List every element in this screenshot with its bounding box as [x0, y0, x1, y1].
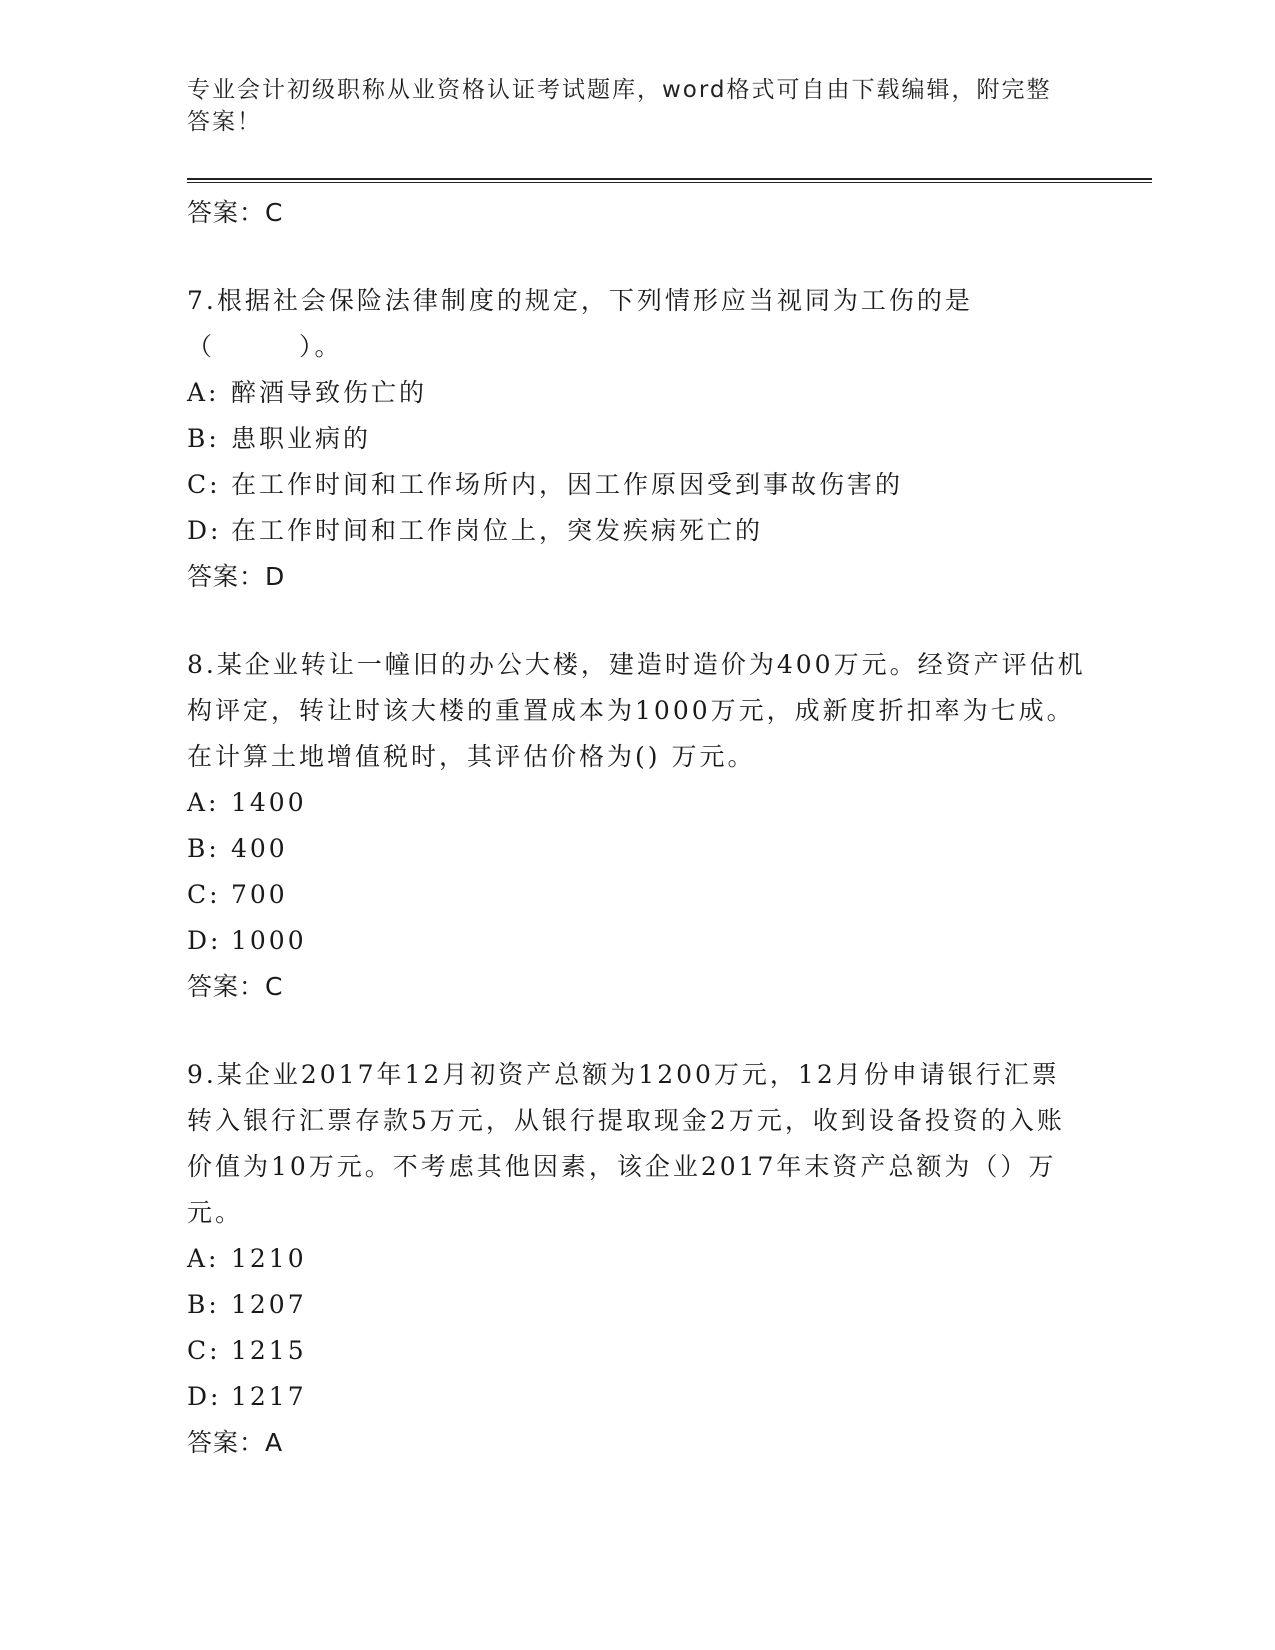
option-key: D:	[187, 926, 222, 955]
option-c	[187, 462, 1087, 508]
option-text: 400	[231, 834, 288, 863]
option-a	[187, 1236, 1087, 1282]
option-key: C:	[187, 880, 221, 909]
option-key: A:	[187, 1244, 220, 1273]
option-d	[187, 918, 1087, 964]
option-d	[187, 508, 1087, 554]
option-key: B:	[187, 834, 220, 863]
option-key: C:	[187, 1336, 221, 1365]
option-text: 1217	[231, 1382, 307, 1411]
option-key: A:	[187, 378, 220, 407]
option-b	[187, 416, 1087, 462]
option-text: 1210	[231, 1244, 307, 1273]
option-key: C:	[187, 470, 221, 499]
header-divider	[187, 178, 1152, 183]
question-8	[187, 642, 1087, 1010]
question-7	[187, 278, 1087, 600]
option-text: 醉酒导致伤亡的	[231, 378, 428, 407]
answer-label: 答案：D	[187, 562, 286, 591]
answer-label: 答案：C	[187, 198, 284, 227]
answer-label: 答案：A	[187, 1428, 284, 1457]
option-a	[187, 780, 1087, 826]
option-key: A:	[187, 788, 220, 817]
option-c	[187, 1328, 1087, 1374]
option-text: 1215	[231, 1336, 307, 1365]
question-text: 9.某企业2017年12月初资产总额为1200万元，12月份申请银行汇票转入银行汇票存款5万元，从银行提取现金2万元，收到设备投资的入账价值为10万元。不考虑其他因素，该企业2017年末资产总额为（）万元。	[187, 1060, 1065, 1227]
option-text: 700	[231, 880, 288, 909]
option-key: D:	[187, 1382, 222, 1411]
option-b	[187, 1282, 1087, 1328]
option-text: 1400	[231, 788, 307, 817]
option-key: D:	[187, 516, 222, 545]
option-a	[187, 370, 1087, 416]
option-text: 1000	[231, 926, 307, 955]
question-list	[187, 190, 1087, 1466]
question-text: 7.根据社会保险法律制度的规定，下列情形应当视同为工伤的是（ ）。	[187, 286, 973, 361]
question-text: 8.某企业转让一幢旧的办公大楼，建造时造价为400万元。经资产评估机构评定，转让时该大楼的重置成本为1000万元，成新度折扣率为七成。在计算土地增值税时，其评估价格为() 万元。	[187, 650, 1086, 771]
option-d	[187, 1374, 1087, 1420]
option-key: B:	[187, 424, 220, 453]
page-header: 专业会计初级职称从业资格认证考试题库，word格式可自由下载编辑，附完整答案！	[187, 77, 1052, 135]
option-text: 在工作时间和工作场所内，因工作原因受到事故伤害的	[231, 470, 904, 499]
option-text: 在工作时间和工作岗位上，突发疾病死亡的	[231, 516, 764, 545]
option-text: 1207	[231, 1290, 307, 1319]
option-c	[187, 872, 1087, 918]
option-text: 患职业病的	[231, 424, 372, 453]
answer-label: 答案：C	[187, 972, 284, 1001]
question-9	[187, 1052, 1087, 1466]
option-key: B:	[187, 1290, 220, 1319]
option-b	[187, 826, 1087, 872]
